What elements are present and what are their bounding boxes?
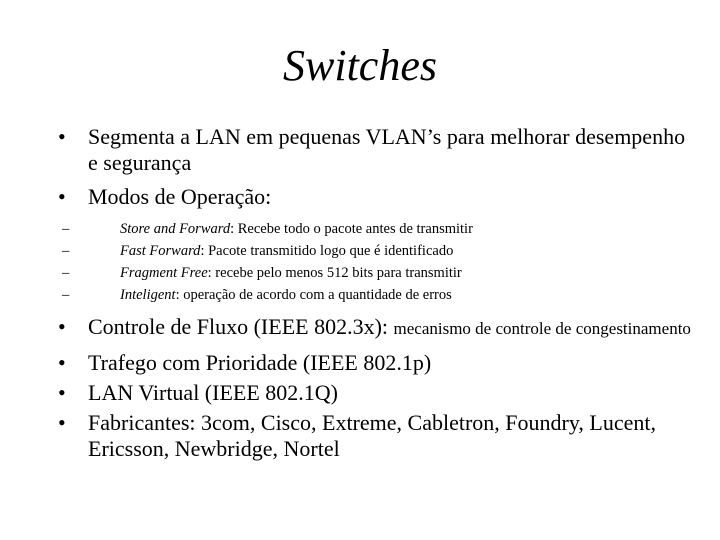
sub-item-term: Store and Forward [120, 221, 231, 237]
slide-title: Switches [283, 41, 437, 90]
slide-content [58, 124, 698, 470]
sub-item-fragment-free [62, 262, 698, 284]
sub-item-desc: : Pacote transmitido logo que é identificado [200, 243, 454, 259]
bullet-text: Fabricantes: 3com, Cisco, Extreme, Cabletron, Foundry, Lucent, Ericsson, Newbridge, Nortel [88, 410, 656, 461]
sub-item-desc: : Recebe todo o pacote antes de transmitir [230, 221, 473, 237]
bullet-text: Modos de Operação: [88, 184, 272, 209]
bullet-marker: • [58, 184, 66, 209]
bullet-text: Trafego com Prioridade (IEEE 802.1p) [88, 350, 432, 375]
sub-item-term: Inteligent [120, 287, 176, 303]
bullet-lan-virtual [58, 380, 698, 406]
sub-item-term: Fragment Free [120, 265, 208, 281]
sub-item-store-forward [62, 218, 698, 240]
dash-marker: – [62, 221, 70, 237]
bullet-controle-fluxo [58, 314, 698, 342]
sub-list-modos [58, 218, 698, 306]
bullet-text: LAN Virtual (IEEE 802.1Q) [88, 380, 338, 405]
bullet-trafego-prioridade [58, 350, 698, 376]
bullet-text: Segmenta a LAN em pequenas VLAN’s para melhorar desempenho e segurança [88, 124, 686, 175]
bullet-modos [58, 184, 698, 210]
bullet-marker: • [58, 380, 66, 405]
sub-item-inteligent [62, 284, 698, 306]
sub-item-term: Fast Forward [120, 243, 201, 259]
sub-item-fast-forward [62, 240, 698, 262]
dash-marker: – [62, 265, 70, 281]
bullet-segmenta [58, 124, 698, 176]
bullet-text: Controle de Fluxo (IEEE 802.3x): [88, 314, 389, 339]
bullet-marker: • [58, 350, 66, 375]
dash-marker: – [62, 287, 70, 303]
bullet-text-detail: mecanismo de controle de congestinamento [393, 319, 691, 338]
dash-marker: – [62, 243, 70, 259]
bullet-fabricantes [58, 410, 698, 462]
sub-item-desc: : recebe pelo menos 512 bits para transmitir [207, 265, 462, 281]
bullet-marker: • [58, 124, 66, 149]
sub-item-desc: : operação de acordo com a quantidade de erros [175, 287, 452, 303]
bullet-marker: • [58, 410, 66, 435]
bullet-marker: • [58, 314, 66, 339]
